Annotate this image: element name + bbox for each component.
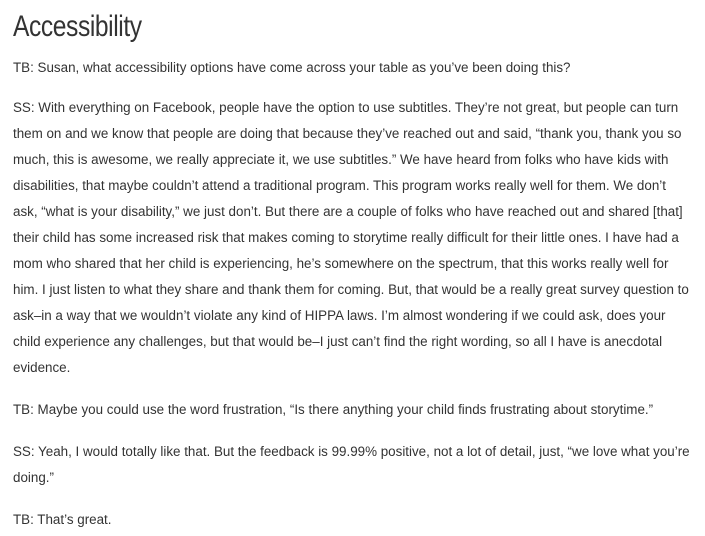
interview-answer-paragraph: SS: With everything on Facebook, people have the option to use subtitles. They’re not great, but people can turn them on and we know that people are doing that because they’ve reached out and said, “thank you, thank you so much, this is awesome, we really appreciate it, we use subtitles.” We have heard from folks who have kids with disabilities, that maybe couldn’t attend a traditional program. This program works really well for them. We don’t ask, “what is your disability,” we just don’t. But there are a couple of folks who have reached out and shared [that] their child has some increased risk that makes coming to storytime really difficult for their little ones. I have had a mom who shared that her child is experiencing, he’s somewhere on the spectrum, that this works really well for him. I just listen to what they share and thank them for coming. But, that would be a really great survey question to ask–in a way that we wouldn’t violate any kind of HIPPA laws. I’m almost wondering if we could ask, does your child experience any challenges, but that would be–I just can’t find the right wording, so all I have is anecdotal evidence. bbox=[13, 100, 689, 375]
article-section bbox=[13, 8, 693, 533]
section-heading: Accessibility bbox=[13, 10, 142, 43]
interview-question-paragraph: TB: Maybe you could use the word frustration, “Is there anything your child finds frustrating about storytime.” bbox=[13, 402, 654, 417]
interview-answer-paragraph: SS: Yeah, I would totally like that. But the feedback is 99.99% positive, not a lot of detail, just, “we love what you’re doing.” bbox=[13, 444, 690, 485]
interview-question-paragraph: TB: That’s great. bbox=[13, 512, 112, 527]
interview-question-paragraph: TB: Susan, what accessibility options have come across your table as you’ve been doing this? bbox=[13, 60, 571, 75]
